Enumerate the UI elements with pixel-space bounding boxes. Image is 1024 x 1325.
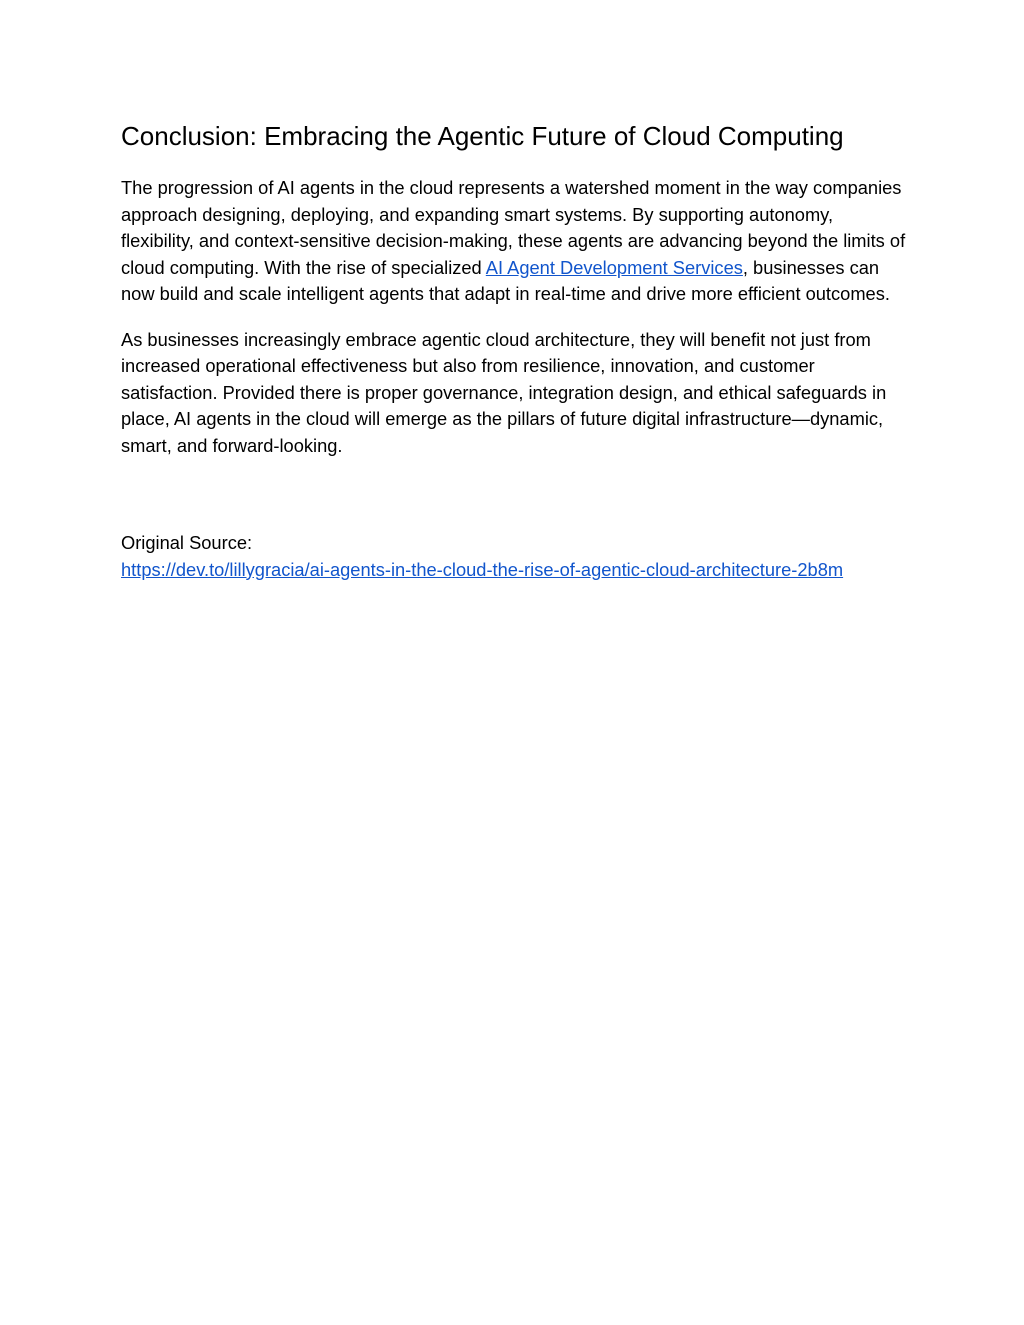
conclusion-paragraph-1	[121, 175, 906, 308]
original-source-block	[121, 530, 906, 583]
original-source-label: Original Source:	[121, 532, 253, 553]
ai-agent-development-services-link[interactable]: AI Agent Development Services	[485, 256, 743, 278]
conclusion-paragraph-2: As businesses increasingly embrace agentic cloud architecture, they will benefit not just from increased operational effectiveness but also from resilience, innovation, and customer satisfaction. Provided there is proper governance, integration design, and ethical safeguards in place, AI agents in the cloud will emerge as the pillars of future digital infrastructure—dynamic, smart, and forward-looking.	[121, 328, 887, 456]
page-title: Conclusion: Embracing the Agentic Future of Cloud Computing	[121, 121, 844, 151]
paragraph-1-text-before-link: The progression of AI agents in the cloud represents a watershed moment in the way companies approach designing, deploying, and expanding smart systems. By supporting autonomy, flexibility, and context-sensitive decision-making, these agents are advancing beyond the limits of cloud computing. With the rise of specialized	[121, 177, 906, 278]
document-content	[121, 116, 906, 583]
paragraph-1-text-after-link: , businesses can now build and scale intelligent agents that adapt in real-time and drive more efficient outcomes.	[121, 256, 890, 304]
original-source-link[interactable]: https://dev.to/lillygracia/ai-agents-in-the-cloud-the-rise-of-agentic-cloud-architecture-2b8m	[121, 558, 844, 580]
